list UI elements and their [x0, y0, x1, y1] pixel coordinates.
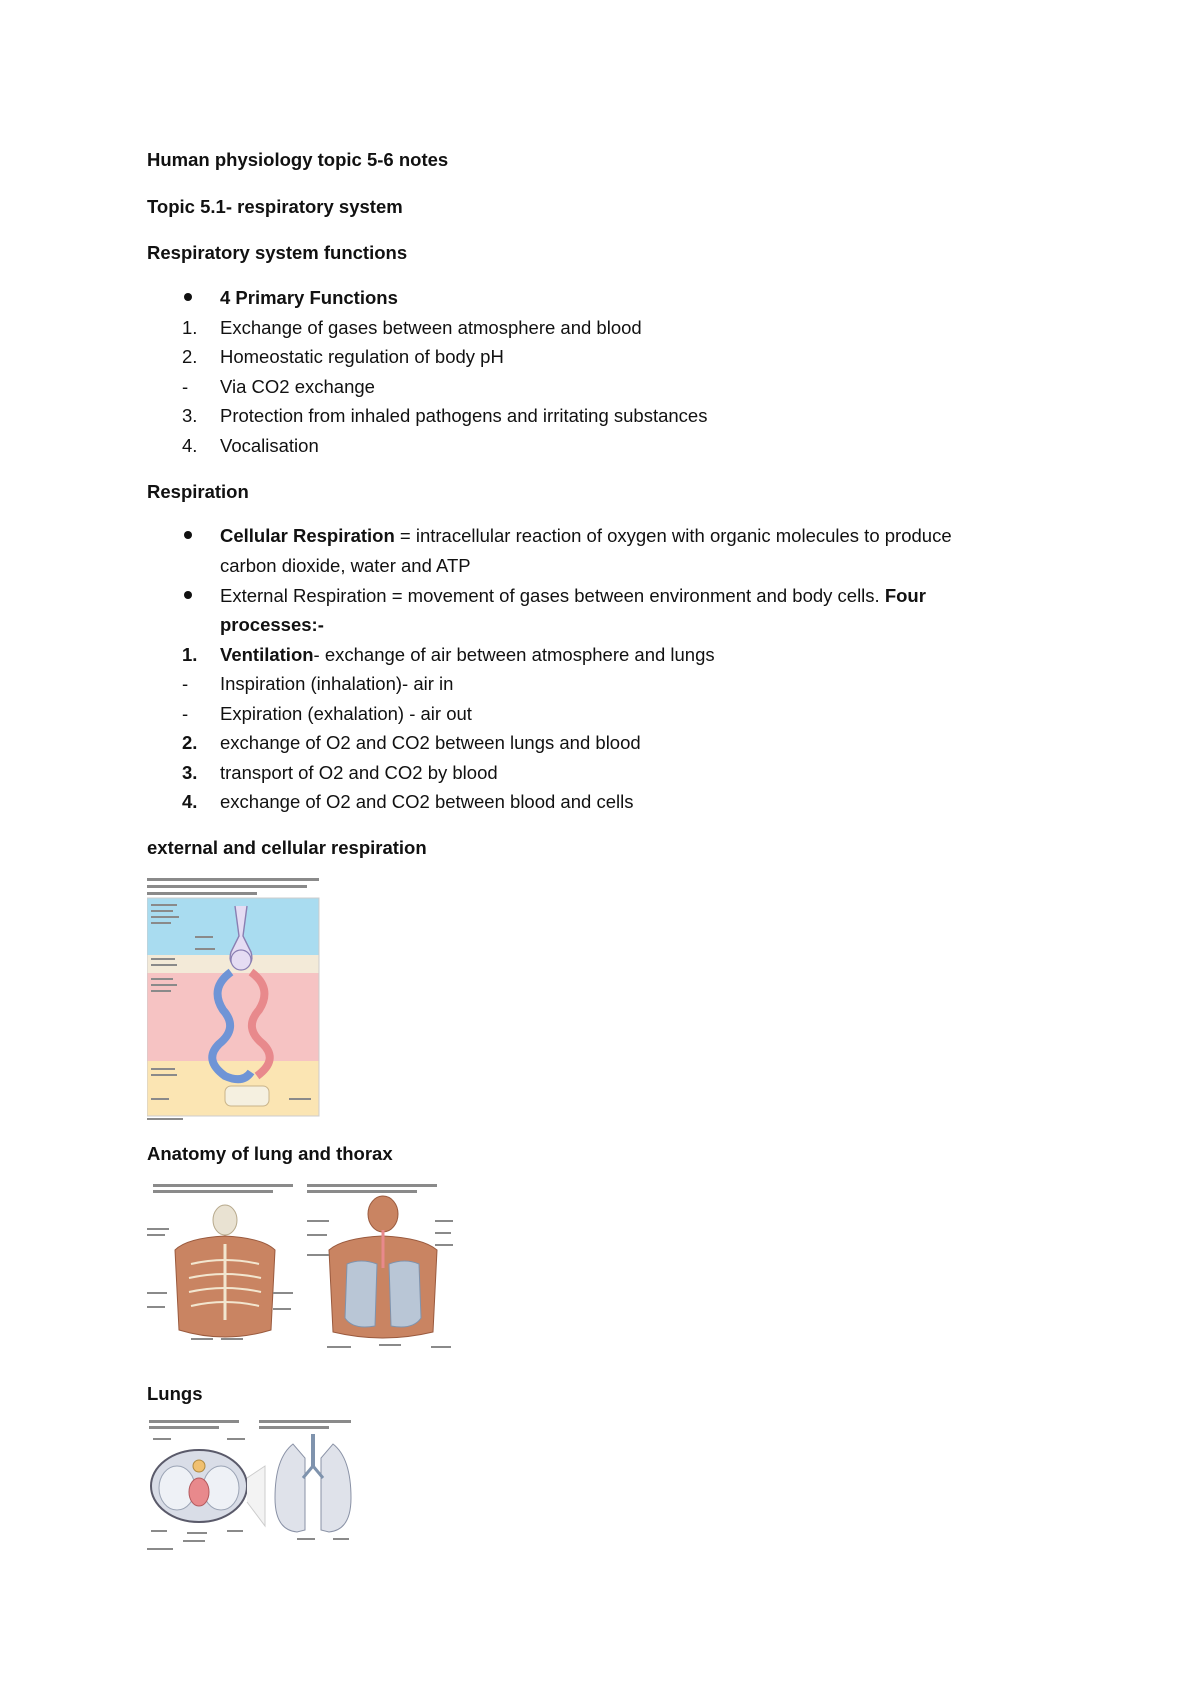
functions-heading: Respiratory system functions: [147, 242, 408, 263]
list-marker: 3.: [182, 405, 198, 426]
list-marker: -: [182, 376, 189, 397]
list-item: exchange of O2 and CO2 between lungs and blood: [220, 732, 641, 753]
list-marker: 2.: [182, 346, 198, 367]
figure-heading-anatomy: Anatomy of lung and thorax: [147, 1143, 393, 1164]
list-item: Via CO2 exchange: [220, 376, 375, 397]
respiration-heading: Respiration: [147, 481, 249, 502]
figure-heading-lungs: Lungs: [147, 1383, 203, 1404]
list-marker: 4.: [182, 435, 198, 456]
list-item: [220, 643, 715, 667]
ventilation-text: - exchange of air between atmosphere and lungs: [313, 644, 715, 665]
list-marker: 1.: [182, 317, 198, 338]
external-definition-cont: processes:-: [220, 614, 324, 635]
ventilation-term: Ventilation: [220, 644, 314, 665]
external-respiration-line: [220, 584, 926, 608]
list-marker: 4.: [182, 791, 198, 812]
respiration-diagram: [147, 876, 322, 1120]
external-definition: External Respiration = movement of gases between environment and body cells.: [220, 585, 885, 606]
lungs-diagram: [147, 1418, 362, 1552]
list-item: Expiration (exhalation) - air out: [220, 703, 472, 724]
topic-heading: Topic 5.1- respiratory system: [147, 196, 403, 217]
list-item: transport of O2 and CO2 by blood: [220, 762, 498, 783]
list-marker: -: [182, 673, 189, 694]
figure-heading-external-cellular: external and cellular respiration: [147, 837, 427, 858]
list-item: Inspiration (inhalation)- air in: [220, 673, 454, 694]
list-item: Homeostatic regulation of body pH: [220, 346, 504, 367]
cellular-term: Cellular Respiration: [220, 525, 395, 546]
list-item: Vocalisation: [220, 435, 319, 456]
list-marker: 2.: [182, 732, 198, 753]
functions-bullet: 4 Primary Functions: [220, 287, 398, 308]
bullet-dot: [184, 293, 192, 301]
external-bold: Four: [884, 585, 926, 606]
bullet-dot: [184, 591, 192, 599]
cellular-definition-cont: carbon dioxide, water and ATP: [220, 555, 471, 576]
list-item: Exchange of gases between atmosphere and blood: [220, 317, 642, 338]
cellular-definition: = intracellular reaction of oxygen with organic molecules to produce: [394, 525, 952, 546]
thorax-anatomy-diagram: [147, 1180, 457, 1360]
cellular-respiration-line: [220, 524, 952, 548]
list-marker: -: [182, 703, 189, 724]
list-item: exchange of O2 and CO2 between blood and cells: [220, 791, 634, 812]
list-marker: 1.: [182, 644, 198, 665]
page-title: Human physiology topic 5-6 notes: [147, 149, 449, 170]
list-item: Protection from inhaled pathogens and irritating substances: [220, 405, 708, 426]
bullet-dot: [184, 531, 192, 539]
list-marker: 3.: [182, 762, 198, 783]
